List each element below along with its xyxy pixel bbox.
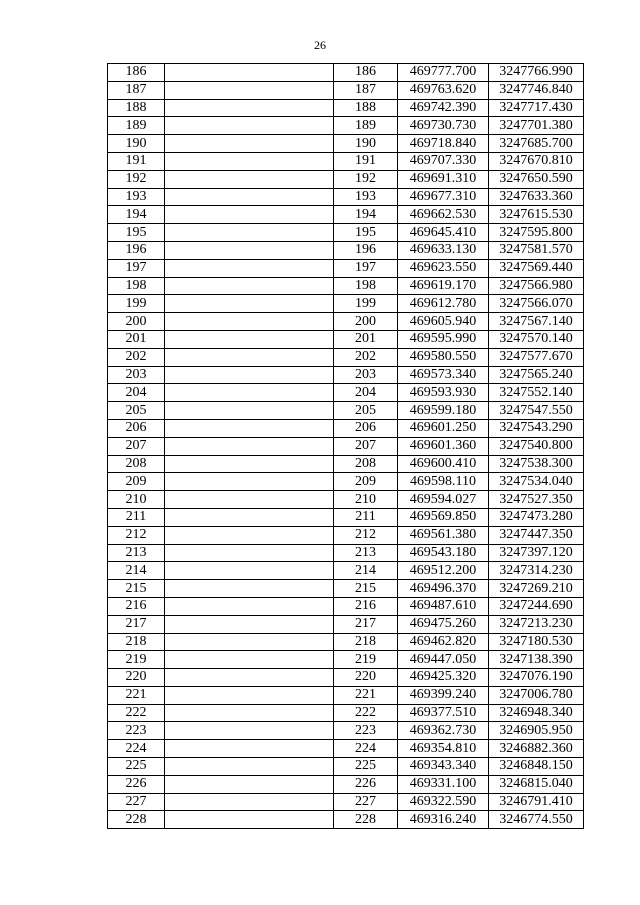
left-index-cell: 219 (108, 651, 165, 669)
point-number-cell: 224 (334, 740, 398, 758)
x-coordinate-cell: 469377.510 (398, 704, 489, 722)
point-number-cell: 213 (334, 544, 398, 562)
left-index-cell: 190 (108, 135, 165, 153)
blank-cell (165, 188, 334, 206)
x-coordinate-cell: 469601.250 (398, 419, 489, 437)
point-number-cell: 196 (334, 241, 398, 259)
left-index-cell: 194 (108, 206, 165, 224)
x-coordinate-cell: 469593.930 (398, 384, 489, 402)
blank-cell (165, 437, 334, 455)
table-row (108, 64, 584, 82)
blank-cell (165, 152, 334, 170)
table-row (108, 419, 584, 437)
table-row (108, 562, 584, 580)
table-row (108, 170, 584, 188)
y-coordinate-cell: 3247746.840 (489, 81, 584, 99)
x-coordinate-cell: 469619.170 (398, 277, 489, 295)
y-coordinate-cell: 3247538.300 (489, 455, 584, 473)
blank-cell (165, 597, 334, 615)
table-row (108, 437, 584, 455)
point-number-cell: 223 (334, 722, 398, 740)
point-number-cell: 210 (334, 491, 398, 509)
point-number-cell: 204 (334, 384, 398, 402)
blank-cell (165, 491, 334, 509)
y-coordinate-cell: 3247650.590 (489, 170, 584, 188)
blank-cell (165, 277, 334, 295)
y-coordinate-cell: 3246905.950 (489, 722, 584, 740)
left-index-cell: 193 (108, 188, 165, 206)
x-coordinate-cell: 469573.340 (398, 366, 489, 384)
left-index-cell: 224 (108, 740, 165, 758)
point-number-cell: 199 (334, 295, 398, 313)
left-index-cell: 197 (108, 259, 165, 277)
left-index-cell: 198 (108, 277, 165, 295)
x-coordinate-cell: 469645.410 (398, 224, 489, 242)
y-coordinate-cell: 3247567.140 (489, 313, 584, 331)
blank-cell (165, 633, 334, 651)
table-row (108, 669, 584, 687)
point-number-cell: 187 (334, 81, 398, 99)
point-number-cell: 211 (334, 508, 398, 526)
left-index-cell: 222 (108, 704, 165, 722)
x-coordinate-cell: 469512.200 (398, 562, 489, 580)
left-index-cell: 226 (108, 775, 165, 793)
x-coordinate-cell: 469580.550 (398, 348, 489, 366)
blank-cell (165, 81, 334, 99)
table-row (108, 402, 584, 420)
blank-cell (165, 651, 334, 669)
x-coordinate-cell: 469598.110 (398, 473, 489, 491)
blank-cell (165, 295, 334, 313)
blank-cell (165, 366, 334, 384)
point-number-cell: 205 (334, 402, 398, 420)
table-row (108, 259, 584, 277)
x-coordinate-cell: 469462.820 (398, 633, 489, 651)
y-coordinate-cell: 3247670.810 (489, 152, 584, 170)
y-coordinate-cell: 3247540.800 (489, 437, 584, 455)
left-index-cell: 216 (108, 597, 165, 615)
point-number-cell: 198 (334, 277, 398, 295)
blank-cell (165, 704, 334, 722)
blank-cell (165, 580, 334, 598)
left-index-cell: 212 (108, 526, 165, 544)
blank-cell (165, 259, 334, 277)
y-coordinate-cell: 3247527.350 (489, 491, 584, 509)
point-number-cell: 219 (334, 651, 398, 669)
point-number-cell: 192 (334, 170, 398, 188)
blank-cell (165, 740, 334, 758)
y-coordinate-cell: 3246948.340 (489, 704, 584, 722)
left-index-cell: 191 (108, 152, 165, 170)
blank-cell (165, 64, 334, 82)
blank-cell (165, 811, 334, 829)
y-coordinate-cell: 3247566.980 (489, 277, 584, 295)
point-number-cell: 197 (334, 259, 398, 277)
point-number-cell: 201 (334, 330, 398, 348)
table-row (108, 740, 584, 758)
x-coordinate-cell: 469600.410 (398, 455, 489, 473)
y-coordinate-cell: 3247547.550 (489, 402, 584, 420)
table-row (108, 384, 584, 402)
x-coordinate-cell: 469763.620 (398, 81, 489, 99)
x-coordinate-cell: 469543.180 (398, 544, 489, 562)
y-coordinate-cell: 3247615.530 (489, 206, 584, 224)
table-row (108, 99, 584, 117)
x-coordinate-cell: 469777.700 (398, 64, 489, 82)
y-coordinate-cell: 3247633.360 (489, 188, 584, 206)
point-number-cell: 190 (334, 135, 398, 153)
blank-cell (165, 686, 334, 704)
table-row (108, 473, 584, 491)
left-index-cell: 195 (108, 224, 165, 242)
table-row (108, 366, 584, 384)
table-row (108, 722, 584, 740)
table-row (108, 295, 584, 313)
y-coordinate-cell: 3247766.990 (489, 64, 584, 82)
y-coordinate-cell: 3247314.230 (489, 562, 584, 580)
x-coordinate-cell: 469569.850 (398, 508, 489, 526)
blank-cell (165, 793, 334, 811)
point-number-cell: 212 (334, 526, 398, 544)
table-row (108, 455, 584, 473)
table-row (108, 597, 584, 615)
y-coordinate-cell: 3246848.150 (489, 758, 584, 776)
y-coordinate-cell: 3246815.040 (489, 775, 584, 793)
x-coordinate-cell: 469362.730 (398, 722, 489, 740)
left-index-cell: 217 (108, 615, 165, 633)
x-coordinate-cell: 469730.730 (398, 117, 489, 135)
left-index-cell: 201 (108, 330, 165, 348)
table-row (108, 526, 584, 544)
x-coordinate-cell: 469742.390 (398, 99, 489, 117)
x-coordinate-cell: 469707.330 (398, 152, 489, 170)
x-coordinate-cell: 469561.380 (398, 526, 489, 544)
y-coordinate-cell: 3247577.670 (489, 348, 584, 366)
point-number-cell: 202 (334, 348, 398, 366)
left-index-cell: 204 (108, 384, 165, 402)
x-coordinate-cell: 469487.610 (398, 597, 489, 615)
y-coordinate-cell: 3247581.570 (489, 241, 584, 259)
table-row (108, 793, 584, 811)
point-number-cell: 193 (334, 188, 398, 206)
left-index-cell: 208 (108, 455, 165, 473)
blank-cell (165, 241, 334, 259)
blank-cell (165, 615, 334, 633)
left-index-cell: 206 (108, 419, 165, 437)
blank-cell (165, 455, 334, 473)
y-coordinate-cell: 3247595.800 (489, 224, 584, 242)
y-coordinate-cell: 3246791.410 (489, 793, 584, 811)
left-index-cell: 188 (108, 99, 165, 117)
point-number-cell: 191 (334, 152, 398, 170)
table-row (108, 313, 584, 331)
left-index-cell: 221 (108, 686, 165, 704)
x-coordinate-cell: 469447.050 (398, 651, 489, 669)
table-row (108, 615, 584, 633)
point-number-cell: 209 (334, 473, 398, 491)
table-row (108, 491, 584, 509)
x-coordinate-cell: 469633.130 (398, 241, 489, 259)
left-index-cell: 215 (108, 580, 165, 598)
y-coordinate-cell: 3247447.350 (489, 526, 584, 544)
y-coordinate-cell: 3247213.230 (489, 615, 584, 633)
blank-cell (165, 419, 334, 437)
y-coordinate-cell: 3247006.780 (489, 686, 584, 704)
point-number-cell: 214 (334, 562, 398, 580)
table-row (108, 81, 584, 99)
blank-cell (165, 722, 334, 740)
table-row (108, 277, 584, 295)
point-number-cell: 225 (334, 758, 398, 776)
left-index-cell: 200 (108, 313, 165, 331)
left-index-cell: 220 (108, 669, 165, 687)
table-row (108, 580, 584, 598)
left-index-cell: 225 (108, 758, 165, 776)
y-coordinate-cell: 3247534.040 (489, 473, 584, 491)
left-index-cell: 228 (108, 811, 165, 829)
x-coordinate-cell: 469623.550 (398, 259, 489, 277)
left-index-cell: 187 (108, 81, 165, 99)
blank-cell (165, 775, 334, 793)
x-coordinate-cell: 469718.840 (398, 135, 489, 153)
table-row (108, 224, 584, 242)
x-coordinate-cell: 469691.310 (398, 170, 489, 188)
point-number-cell: 215 (334, 580, 398, 598)
left-index-cell: 227 (108, 793, 165, 811)
point-number-cell: 195 (334, 224, 398, 242)
left-index-cell: 210 (108, 491, 165, 509)
blank-cell (165, 99, 334, 117)
point-number-cell: 200 (334, 313, 398, 331)
left-index-cell: 192 (108, 170, 165, 188)
y-coordinate-cell: 3247717.430 (489, 99, 584, 117)
y-coordinate-cell: 3247244.690 (489, 597, 584, 615)
point-number-cell: 216 (334, 597, 398, 615)
x-coordinate-cell: 469354.810 (398, 740, 489, 758)
left-index-cell: 209 (108, 473, 165, 491)
x-coordinate-cell: 469425.320 (398, 669, 489, 687)
table-row (108, 811, 584, 829)
left-index-cell: 199 (108, 295, 165, 313)
blank-cell (165, 544, 334, 562)
coordinates-table (107, 63, 584, 829)
x-coordinate-cell: 469595.990 (398, 330, 489, 348)
table-row (108, 188, 584, 206)
point-number-cell: 218 (334, 633, 398, 651)
blank-cell (165, 224, 334, 242)
table-row (108, 206, 584, 224)
x-coordinate-cell: 469601.360 (398, 437, 489, 455)
y-coordinate-cell: 3247269.210 (489, 580, 584, 598)
x-coordinate-cell: 469331.100 (398, 775, 489, 793)
point-number-cell: 221 (334, 686, 398, 704)
point-number-cell: 228 (334, 811, 398, 829)
left-index-cell: 207 (108, 437, 165, 455)
x-coordinate-cell: 469662.530 (398, 206, 489, 224)
blank-cell (165, 206, 334, 224)
x-coordinate-cell: 469496.370 (398, 580, 489, 598)
x-coordinate-cell: 469343.340 (398, 758, 489, 776)
y-coordinate-cell: 3247473.280 (489, 508, 584, 526)
blank-cell (165, 402, 334, 420)
x-coordinate-cell: 469316.240 (398, 811, 489, 829)
point-number-cell: 186 (334, 64, 398, 82)
x-coordinate-cell: 469322.590 (398, 793, 489, 811)
table-row (108, 135, 584, 153)
point-number-cell: 217 (334, 615, 398, 633)
point-number-cell: 188 (334, 99, 398, 117)
y-coordinate-cell: 3247685.700 (489, 135, 584, 153)
table-row (108, 152, 584, 170)
point-number-cell: 194 (334, 206, 398, 224)
y-coordinate-cell: 3247565.240 (489, 366, 584, 384)
left-index-cell: 196 (108, 241, 165, 259)
blank-cell (165, 135, 334, 153)
left-index-cell: 214 (108, 562, 165, 580)
blank-cell (165, 313, 334, 331)
left-index-cell: 186 (108, 64, 165, 82)
y-coordinate-cell: 3246774.550 (489, 811, 584, 829)
page-number: 26 (314, 38, 326, 52)
left-index-cell: 218 (108, 633, 165, 651)
point-number-cell: 227 (334, 793, 398, 811)
y-coordinate-cell: 3247570.140 (489, 330, 584, 348)
table-row (108, 775, 584, 793)
y-coordinate-cell: 3247569.440 (489, 259, 584, 277)
y-coordinate-cell: 3247076.190 (489, 669, 584, 687)
y-coordinate-cell: 3247138.390 (489, 651, 584, 669)
left-index-cell: 205 (108, 402, 165, 420)
y-coordinate-cell: 3247180.530 (489, 633, 584, 651)
x-coordinate-cell: 469605.940 (398, 313, 489, 331)
y-coordinate-cell: 3247397.120 (489, 544, 584, 562)
blank-cell (165, 669, 334, 687)
blank-cell (165, 384, 334, 402)
point-number-cell: 189 (334, 117, 398, 135)
table-row (108, 544, 584, 562)
y-coordinate-cell: 3247552.140 (489, 384, 584, 402)
left-index-cell: 203 (108, 366, 165, 384)
blank-cell (165, 508, 334, 526)
left-index-cell: 189 (108, 117, 165, 135)
y-coordinate-cell: 3247566.070 (489, 295, 584, 313)
table-row (108, 241, 584, 259)
point-number-cell: 203 (334, 366, 398, 384)
point-number-cell: 208 (334, 455, 398, 473)
blank-cell (165, 117, 334, 135)
blank-cell (165, 170, 334, 188)
coordinates-table-body (108, 64, 584, 829)
table-row (108, 686, 584, 704)
table-row (108, 633, 584, 651)
blank-cell (165, 526, 334, 544)
table-row (108, 508, 584, 526)
table-row (108, 704, 584, 722)
point-number-cell: 226 (334, 775, 398, 793)
x-coordinate-cell: 469612.780 (398, 295, 489, 313)
left-index-cell: 213 (108, 544, 165, 562)
table-row (108, 348, 584, 366)
blank-cell (165, 562, 334, 580)
left-index-cell: 223 (108, 722, 165, 740)
x-coordinate-cell: 469475.260 (398, 615, 489, 633)
blank-cell (165, 348, 334, 366)
blank-cell (165, 330, 334, 348)
x-coordinate-cell: 469677.310 (398, 188, 489, 206)
point-number-cell: 206 (334, 419, 398, 437)
x-coordinate-cell: 469399.240 (398, 686, 489, 704)
point-number-cell: 222 (334, 704, 398, 722)
point-number-cell: 220 (334, 669, 398, 687)
left-index-cell: 211 (108, 508, 165, 526)
x-coordinate-cell: 469599.180 (398, 402, 489, 420)
table-row (108, 651, 584, 669)
left-index-cell: 202 (108, 348, 165, 366)
table-row (108, 330, 584, 348)
y-coordinate-cell: 3247701.380 (489, 117, 584, 135)
y-coordinate-cell: 3246882.360 (489, 740, 584, 758)
point-number-cell: 207 (334, 437, 398, 455)
y-coordinate-cell: 3247543.290 (489, 419, 584, 437)
blank-cell (165, 758, 334, 776)
table-row (108, 758, 584, 776)
table-row (108, 117, 584, 135)
x-coordinate-cell: 469594.027 (398, 491, 489, 509)
blank-cell (165, 473, 334, 491)
